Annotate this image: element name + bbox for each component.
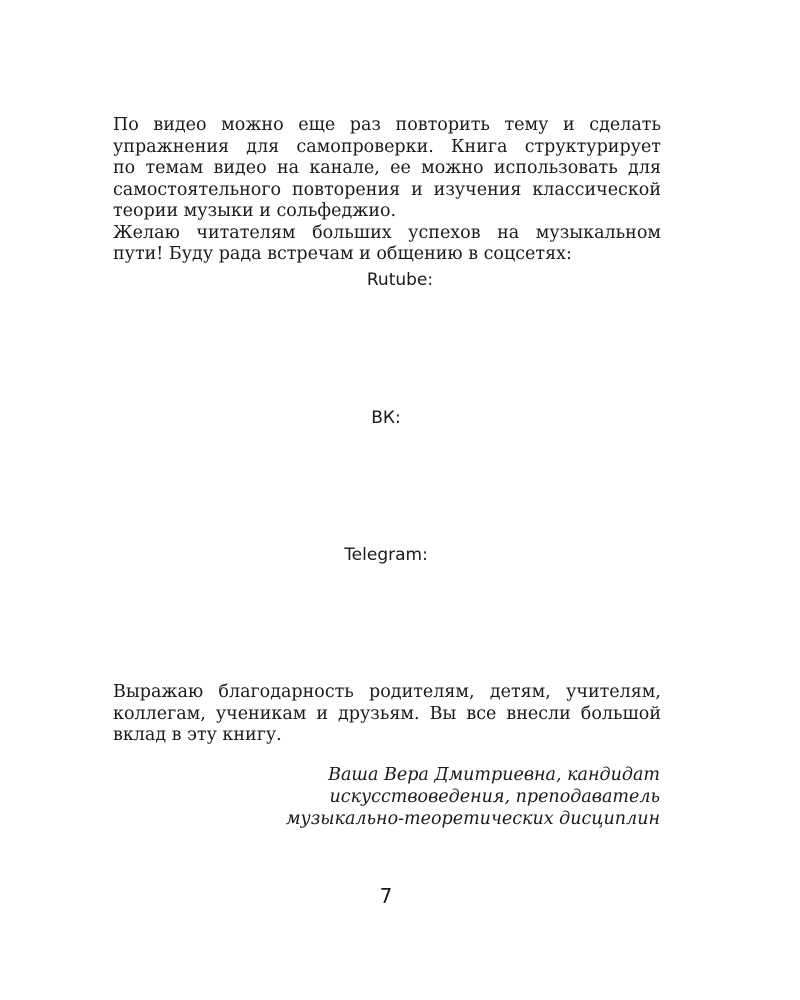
gratitude-line: вклад в эту книгу. bbox=[113, 725, 282, 745]
gratitude-paragraph bbox=[113, 682, 661, 747]
rutube-label: Rutube: bbox=[366, 270, 434, 290]
intro-line: По видео можно еще раз повторить тему и сделать bbox=[113, 115, 661, 135]
vk-label: ВК: bbox=[371, 408, 401, 428]
signature-line: Ваша Вера Дмитриевна, кандидат bbox=[328, 765, 660, 785]
intro-paragraph bbox=[113, 115, 661, 266]
page-number: 7 bbox=[379, 884, 393, 908]
gratitude-line: Выражаю благодарность родителям, детям, учителям, bbox=[113, 682, 661, 702]
telegram-label: Telegram: bbox=[344, 545, 428, 565]
signature-line: искусствоведения, преподаватель bbox=[329, 787, 660, 807]
intro-line: по темам видео на канале, ее можно использовать для bbox=[113, 158, 661, 178]
wishes-line: Желаю читателям больших успехов на музыкальном bbox=[113, 222, 661, 243]
gratitude-line: коллегам, ученикам и друзьям. Вы все внесли большой bbox=[113, 703, 661, 724]
wishes-line: пути! Буду рада встречам и общению в соцсетях: bbox=[113, 244, 572, 264]
author-signature bbox=[160, 764, 660, 830]
intro-line: теории музыки и сольфеджио. bbox=[113, 201, 397, 221]
intro-line: самостоятельного повторения и изучения классической bbox=[113, 179, 661, 200]
signature-line: музыкально-теоретических дисциплин bbox=[286, 809, 660, 829]
intro-line: упражнения для самопроверки. Книга структурирует bbox=[113, 136, 661, 157]
